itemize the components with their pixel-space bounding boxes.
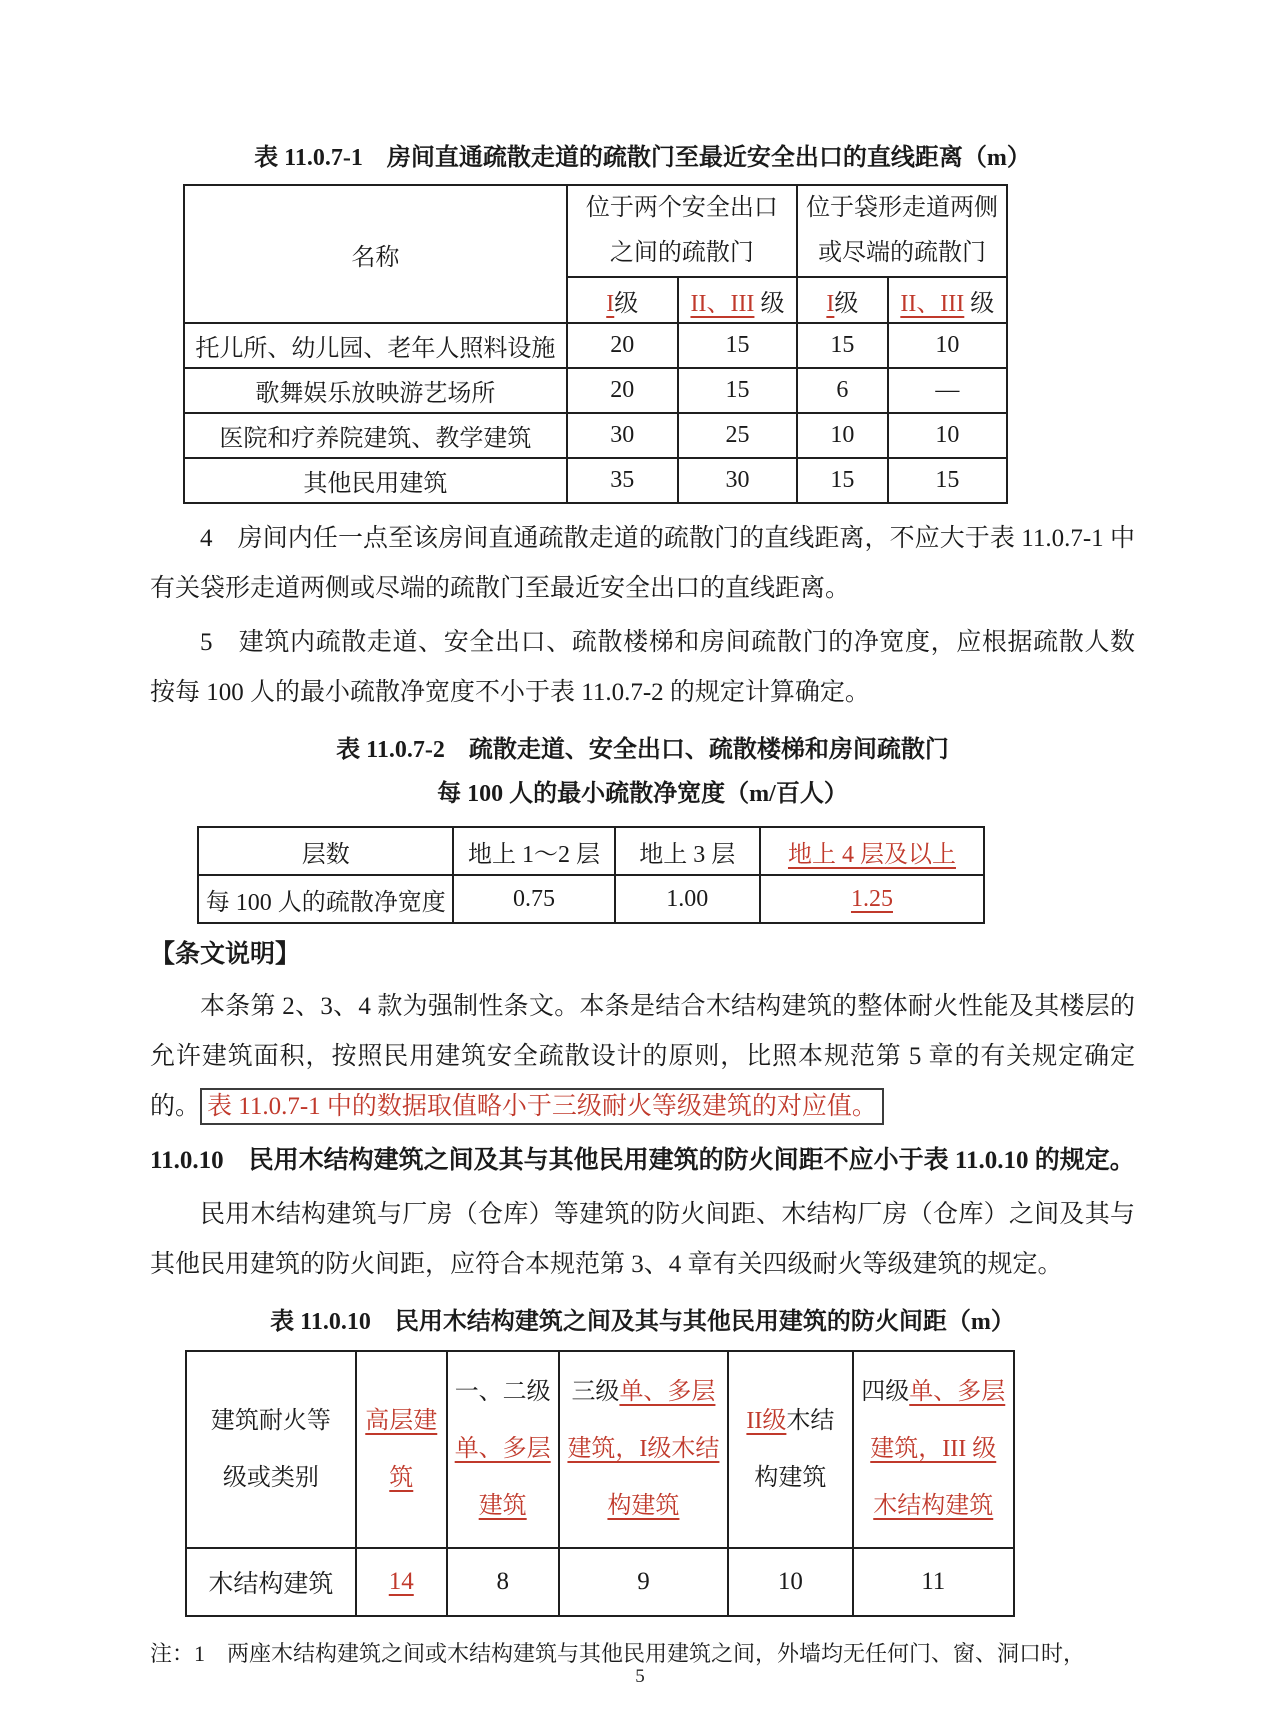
page-content [150, 138, 1135, 1671]
table-row [198, 875, 984, 923]
caption-line-2: 每 100 人的最小疏散净宽度（m/百人） [437, 781, 848, 807]
table-cell: 8 [447, 1548, 559, 1616]
header-highrise-building: 高层建筑 [356, 1351, 447, 1548]
table-row [184, 458, 1007, 503]
table-cell: 30 [678, 458, 797, 503]
table-subheader-grade-1: I级 [797, 277, 888, 323]
header-fire-resistance-class: 建筑耐火等 级或类别 [186, 1351, 356, 1548]
highlighted-boxed-text: 表 11.0.7-1 中的数据取值略小于三级耐火等级建筑的对应值。 [200, 1088, 884, 1125]
table-row [186, 1548, 1014, 1616]
table-cell: 20 [567, 368, 678, 413]
row-label: 医院和疗养院建筑、教学建筑 [184, 413, 567, 458]
commentary-text: 本条第 2、3、4 款为强制性条文。本条是结合木结构建筑的整体耐火性能及其楼层的允许建筑面积，按照民用建筑安全疏散设计的原则，比照本规范第 5 章的有关规定确定的。 [150, 993, 1135, 1120]
header-grade-1-2-building: 一、二级单、多层建筑 [447, 1351, 559, 1548]
table-cell: 15 [678, 323, 797, 368]
table-header-name: 名称 [184, 185, 567, 323]
table-cell: 35 [567, 458, 678, 503]
table-header-row [198, 827, 984, 875]
table-subheader-grade-2-3: II、III 级 [888, 277, 1007, 323]
clause-11-0-10: 11.0.10 民用木结构建筑之间及其与其他民用建筑的防火间距不应小于表 11.0.10 的规定。 [150, 1147, 1135, 1174]
header-cell: 地上 3 层 [615, 827, 760, 875]
table-cell-red: 14 [356, 1548, 447, 1616]
row-label: 其他民用建筑 [184, 458, 567, 503]
table-cell: 1.00 [615, 875, 760, 923]
table-cell: 9 [559, 1548, 729, 1616]
table-cell: 10 [888, 413, 1007, 458]
table-11-0-7-1-caption: 表 11.0.7-1 房间直通疏散走道的疏散门至最近安全出口的直线距离（m） [254, 145, 1031, 171]
table-cell: 11 [853, 1548, 1015, 1616]
table-11-0-7-1 [183, 184, 1008, 504]
commentary-paragraph [150, 982, 1135, 1132]
page-number: 5 [635, 1666, 645, 1687]
table-header-row [186, 1351, 1014, 1548]
table-cell: 0.75 [453, 875, 614, 923]
table-cell: 25 [678, 413, 797, 458]
table-cell: 15 [678, 368, 797, 413]
table-cell: 6 [797, 368, 888, 413]
paragraph-item-4: 4 房间内任一点至该房间直通疏散走道的疏散门的直线距离，不应大于表 11.0.7-1 中有关袋形走道两侧或尽端的疏散门至最近安全出口的直线距离。 [150, 525, 1135, 602]
row-label: 木结构建筑 [186, 1548, 356, 1616]
table-cell: 10 [888, 323, 1007, 368]
table-row [184, 413, 1007, 458]
table-cell: 15 [888, 458, 1007, 503]
header-cell-red: 地上 4 层及以上 [760, 827, 984, 875]
table-11-0-7-2 [197, 826, 985, 924]
header-cell: 地上 1～2 层 [453, 827, 614, 875]
table-subheader-grade-1: I级 [567, 277, 678, 323]
table-cell: 10 [728, 1548, 852, 1616]
caption-line-1: 表 11.0.7-2 疏散走道、安全出口、疏散楼梯和房间疏散门 [336, 737, 949, 763]
table-cell: — [888, 368, 1007, 413]
table-11-0-10-caption: 表 11.0.10 民用木结构建筑之间及其与其他民用建筑的防火间距（m） [270, 1309, 1015, 1335]
table-cell: 20 [567, 323, 678, 368]
clause-follow-up-paragraph: 民用木结构建筑与厂房（仓库）等建筑的防火间距、木结构厂房（仓库）之间及其与其他民用建筑的防火间距，应符合本规范第 3、4 章有关四级耐火等级建筑的规定。 [150, 1201, 1135, 1278]
table-row [184, 323, 1007, 368]
table-cell: 10 [797, 413, 888, 458]
table-note: 注：1 两座木结构建筑之间或木结构建筑与其他民用建筑之间，外墙均无任何门、窗、洞口时， [150, 1641, 1086, 1666]
table-row [184, 368, 1007, 413]
commentary-section-label: 【条文说明】 [150, 941, 301, 968]
header-grade-2-timber-building: II级木结构建筑 [728, 1351, 852, 1548]
table-cell-red: 1.25 [760, 875, 984, 923]
table-header-group-two-exits: 位于两个安全出口 之间的疏散门 [567, 185, 797, 277]
table-11-0-7-2-caption [150, 728, 1135, 816]
header-grade-4-building: 四级单、多层建筑，III 级木结构建筑 [853, 1351, 1015, 1548]
table-subheader-grade-2-3: II、III 级 [678, 277, 797, 323]
table-cell: 15 [797, 458, 888, 503]
row-label: 每 100 人的疏散净宽度 [198, 875, 453, 923]
table-cell: 15 [797, 323, 888, 368]
header-grade-3-building: 三级单、多层建筑，I级木结构建筑 [559, 1351, 729, 1548]
header-cell: 层数 [198, 827, 453, 875]
paragraph-item-5: 5 建筑内疏散走道、安全出口、疏散楼梯和房间疏散门的净宽度，应根据疏散人数按每 100 人的最小疏散净宽度不小于表 11.0.7-2 的规定计算确定。 [150, 629, 1135, 706]
table-11-0-10 [185, 1350, 1015, 1617]
table-cell: 30 [567, 413, 678, 458]
row-label: 歌舞娱乐放映游艺场所 [184, 368, 567, 413]
table-header-group-dead-end: 位于袋形走道两侧 或尽端的疏散门 [797, 185, 1007, 277]
row-label: 托儿所、幼儿园、老年人照料设施 [184, 323, 567, 368]
